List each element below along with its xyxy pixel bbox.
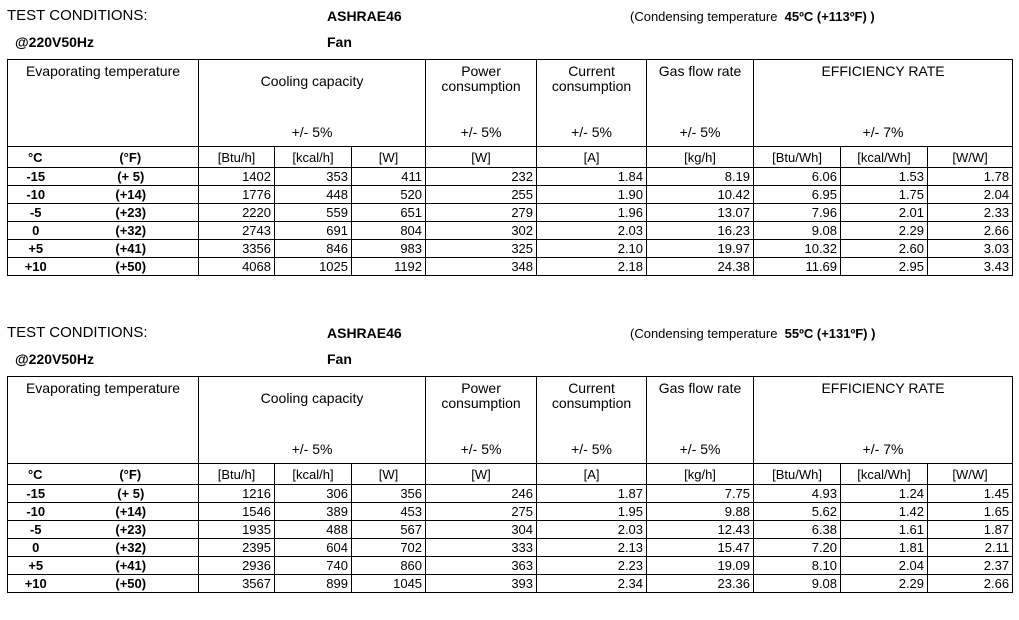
tolerance-current: +/- 5% xyxy=(537,441,647,464)
gas-kg-h-cell: 12.43 xyxy=(647,521,754,539)
cooling-btu-h-cell: 1402 xyxy=(199,168,275,186)
current-a-cell: 1.87 xyxy=(537,485,647,503)
condensing-value: 45ºC (+113ºF) ) xyxy=(784,9,875,24)
performance-table xyxy=(7,59,1013,276)
power-w-cell: 275 xyxy=(426,503,537,521)
gas-kg-h-cell: 7.75 xyxy=(647,485,754,503)
performance-block-55c xyxy=(7,322,1012,593)
eer-kcal-wh-cell: 1.81 xyxy=(841,539,928,557)
condensing-temperature xyxy=(630,326,875,341)
unit-ampere: [A] xyxy=(537,464,647,485)
gas-kg-h-cell: 16.23 xyxy=(647,222,754,240)
tolerance-efficiency: +/- 7% xyxy=(754,124,1013,147)
eer-w-w-cell: 1.45 xyxy=(928,485,1013,503)
power-w-cell: 279 xyxy=(426,204,537,222)
cooling-kcal-h-cell: 353 xyxy=(275,168,352,186)
test-standard: ASHRAE46 xyxy=(327,8,402,24)
temp-c-cell: -15 xyxy=(8,168,63,186)
eer-w-w-cell: 3.43 xyxy=(928,258,1013,276)
current-a-cell: 2.13 xyxy=(537,539,647,557)
performance-table xyxy=(7,376,1013,593)
eer-btu-wh-cell: 9.08 xyxy=(754,222,841,240)
table-row xyxy=(8,204,1013,222)
header-evaporating: Evaporating temperature xyxy=(8,377,199,442)
header-power: Power consumption xyxy=(426,377,537,442)
eer-kcal-wh-cell: 1.42 xyxy=(841,503,928,521)
tolerance-row xyxy=(8,441,1013,464)
test-standard: ASHRAE46 xyxy=(327,325,402,341)
power-w-cell: 255 xyxy=(426,186,537,204)
condensing-temperature xyxy=(630,9,875,24)
cooling-kcal-h-cell: 389 xyxy=(275,503,352,521)
tolerance-empty xyxy=(8,124,199,147)
eer-btu-wh-cell: 6.95 xyxy=(754,186,841,204)
unit-btu-h: [Btu/h] xyxy=(199,464,275,485)
unit-btu-wh: [Btu/Wh] xyxy=(754,464,841,485)
temp-f-cell: (+14) xyxy=(63,186,199,204)
cooling-w-cell: 1045 xyxy=(352,575,426,593)
power-w-cell: 333 xyxy=(426,539,537,557)
temp-c-cell: -5 xyxy=(8,204,63,222)
table-row xyxy=(8,186,1013,204)
unit-kcal-wh: [kcal/Wh] xyxy=(841,464,928,485)
cooling-w-cell: 520 xyxy=(352,186,426,204)
unit-celsius: °C xyxy=(8,464,63,485)
table-row xyxy=(8,503,1013,521)
cooling-w-cell: 411 xyxy=(352,168,426,186)
cooling-w-cell: 1192 xyxy=(352,258,426,276)
gas-kg-h-cell: 13.07 xyxy=(647,204,754,222)
eer-w-w-cell: 2.66 xyxy=(928,222,1013,240)
current-a-cell: 1.96 xyxy=(537,204,647,222)
gas-kg-h-cell: 9.88 xyxy=(647,503,754,521)
current-a-cell: 2.03 xyxy=(537,222,647,240)
eer-kcal-wh-cell: 2.01 xyxy=(841,204,928,222)
eer-btu-wh-cell: 7.96 xyxy=(754,204,841,222)
current-a-cell: 1.95 xyxy=(537,503,647,521)
unit-kg-h: [kg/h] xyxy=(647,147,754,168)
unit-watt: [W] xyxy=(352,464,426,485)
eer-btu-wh-cell: 11.69 xyxy=(754,258,841,276)
cooling-btu-h-cell: 2936 xyxy=(199,557,275,575)
eer-w-w-cell: 2.33 xyxy=(928,204,1013,222)
eer-kcal-wh-cell: 2.95 xyxy=(841,258,928,276)
unit-power-watt: [W] xyxy=(426,147,537,168)
table-row xyxy=(8,485,1013,503)
eer-w-w-cell: 2.04 xyxy=(928,186,1013,204)
cooling-kcal-h-cell: 306 xyxy=(275,485,352,503)
power-w-cell: 232 xyxy=(426,168,537,186)
test-conditions-label: TEST CONDITIONS: xyxy=(7,7,148,24)
tolerance-cooling: +/- 5% xyxy=(199,441,426,464)
unit-kg-h: [kg/h] xyxy=(647,464,754,485)
cooling-kcal-h-cell: 899 xyxy=(275,575,352,593)
current-a-cell: 2.03 xyxy=(537,521,647,539)
table-row xyxy=(8,258,1013,276)
cooling-kcal-h-cell: 1025 xyxy=(275,258,352,276)
gas-kg-h-cell: 19.09 xyxy=(647,557,754,575)
eer-btu-wh-cell: 4.93 xyxy=(754,485,841,503)
condensing-label: (Condensing temperature xyxy=(630,326,778,341)
temp-c-cell: +10 xyxy=(8,575,63,593)
gas-kg-h-cell: 23.36 xyxy=(647,575,754,593)
header-gas: Gas flow rate xyxy=(647,60,754,125)
cooling-kcal-h-cell: 559 xyxy=(275,204,352,222)
eer-w-w-cell: 1.87 xyxy=(928,521,1013,539)
cooling-w-cell: 567 xyxy=(352,521,426,539)
header-current: Current consumption xyxy=(537,377,647,442)
temp-f-cell: (+14) xyxy=(63,503,199,521)
gas-kg-h-cell: 8.19 xyxy=(647,168,754,186)
gas-kg-h-cell: 15.47 xyxy=(647,539,754,557)
condensing-label: (Condensing temperature xyxy=(630,9,778,24)
voltage-label: @220V50Hz xyxy=(15,351,95,367)
performance-block-45c xyxy=(7,5,1012,276)
unit-fahrenheit: (°F) xyxy=(63,464,199,485)
table-row xyxy=(8,168,1013,186)
cooling-w-cell: 356 xyxy=(352,485,426,503)
eer-kcal-wh-cell: 2.29 xyxy=(841,575,928,593)
cooling-btu-h-cell: 1935 xyxy=(199,521,275,539)
unit-ampere: [A] xyxy=(537,147,647,168)
table-row xyxy=(8,557,1013,575)
cooling-kcal-h-cell: 846 xyxy=(275,240,352,258)
unit-celsius: °C xyxy=(8,147,63,168)
unit-watt: [W] xyxy=(352,147,426,168)
eer-kcal-wh-cell: 1.61 xyxy=(841,521,928,539)
eer-kcal-wh-cell: 1.24 xyxy=(841,485,928,503)
header-power: Power consumption xyxy=(426,60,537,125)
temp-f-cell: (+32) xyxy=(63,222,199,240)
power-w-cell: 246 xyxy=(426,485,537,503)
table-row xyxy=(8,240,1013,258)
cooling-btu-h-cell: 4068 xyxy=(199,258,275,276)
unit-kcal-h: [kcal/h] xyxy=(275,147,352,168)
cooling-w-cell: 702 xyxy=(352,539,426,557)
cooling-kcal-h-cell: 740 xyxy=(275,557,352,575)
tolerance-power: +/- 5% xyxy=(426,124,537,147)
tolerance-row xyxy=(8,124,1013,147)
voltage-label: @220V50Hz xyxy=(15,34,95,50)
header-gas: Gas flow rate xyxy=(647,377,754,442)
cooling-kcal-h-cell: 691 xyxy=(275,222,352,240)
temp-c-cell: -15 xyxy=(8,485,63,503)
cooling-w-cell: 804 xyxy=(352,222,426,240)
cooling-btu-h-cell: 3567 xyxy=(199,575,275,593)
gas-kg-h-cell: 24.38 xyxy=(647,258,754,276)
unit-fahrenheit: (°F) xyxy=(63,147,199,168)
eer-w-w-cell: 1.65 xyxy=(928,503,1013,521)
eer-kcal-wh-cell: 2.29 xyxy=(841,222,928,240)
power-w-cell: 393 xyxy=(426,575,537,593)
data-rows xyxy=(8,168,1013,276)
eer-btu-wh-cell: 7.20 xyxy=(754,539,841,557)
temp-c-cell: +5 xyxy=(8,240,63,258)
power-w-cell: 348 xyxy=(426,258,537,276)
header-efficiency: EFFICIENCY RATE xyxy=(754,60,1013,125)
temp-c-cell: 0 xyxy=(8,222,63,240)
condensing-value: 55ºC (+131ºF) ) xyxy=(784,326,876,341)
header-evaporating: Evaporating temperature xyxy=(8,60,199,125)
eer-kcal-wh-cell: 2.04 xyxy=(841,557,928,575)
tolerance-current: +/- 5% xyxy=(537,124,647,147)
current-a-cell: 2.34 xyxy=(537,575,647,593)
eer-w-w-cell: 3.03 xyxy=(928,240,1013,258)
tolerance-gas: +/- 5% xyxy=(647,124,754,147)
temp-c-cell: +10 xyxy=(8,258,63,276)
cooling-mode: Fan xyxy=(327,34,352,50)
tolerance-gas: +/- 5% xyxy=(647,441,754,464)
temp-c-cell: +5 xyxy=(8,557,63,575)
power-w-cell: 304 xyxy=(426,521,537,539)
temp-f-cell: (+32) xyxy=(63,539,199,557)
temp-f-cell: (+50) xyxy=(63,258,199,276)
cooling-kcal-h-cell: 604 xyxy=(275,539,352,557)
cooling-kcal-h-cell: 488 xyxy=(275,521,352,539)
data-rows xyxy=(8,485,1013,593)
eer-w-w-cell: 2.37 xyxy=(928,557,1013,575)
header-cooling: Cooling capacity xyxy=(199,60,426,125)
eer-w-w-cell: 2.66 xyxy=(928,575,1013,593)
cooling-w-cell: 453 xyxy=(352,503,426,521)
power-w-cell: 302 xyxy=(426,222,537,240)
cooling-btu-h-cell: 2395 xyxy=(199,539,275,557)
temp-f-cell: (+50) xyxy=(63,575,199,593)
tolerance-cooling: +/- 5% xyxy=(199,124,426,147)
unit-kcal-wh: [kcal/Wh] xyxy=(841,147,928,168)
table-row xyxy=(8,539,1013,557)
unit-kcal-h: [kcal/h] xyxy=(275,464,352,485)
eer-btu-wh-cell: 10.32 xyxy=(754,240,841,258)
unit-w-w: [W/W] xyxy=(928,147,1013,168)
cooling-btu-h-cell: 3356 xyxy=(199,240,275,258)
unit-btu-h: [Btu/h] xyxy=(199,147,275,168)
temp-c-cell: 0 xyxy=(8,539,63,557)
eer-kcal-wh-cell: 1.53 xyxy=(841,168,928,186)
cooling-btu-h-cell: 1216 xyxy=(199,485,275,503)
eer-btu-wh-cell: 6.06 xyxy=(754,168,841,186)
eer-w-w-cell: 1.78 xyxy=(928,168,1013,186)
eer-kcal-wh-cell: 1.75 xyxy=(841,186,928,204)
gas-kg-h-cell: 19.97 xyxy=(647,240,754,258)
test-conditions-header xyxy=(7,5,1012,59)
header-cooling: Cooling capacity xyxy=(199,377,426,442)
eer-w-w-cell: 2.11 xyxy=(928,539,1013,557)
cooling-w-cell: 860 xyxy=(352,557,426,575)
cooling-btu-h-cell: 1546 xyxy=(199,503,275,521)
temp-f-cell: (+41) xyxy=(63,240,199,258)
cooling-btu-h-cell: 2743 xyxy=(199,222,275,240)
eer-kcal-wh-cell: 2.60 xyxy=(841,240,928,258)
power-w-cell: 325 xyxy=(426,240,537,258)
eer-btu-wh-cell: 5.62 xyxy=(754,503,841,521)
header-row xyxy=(8,377,1013,442)
header-efficiency: EFFICIENCY RATE xyxy=(754,377,1013,442)
cooling-mode: Fan xyxy=(327,351,352,367)
table-row xyxy=(8,521,1013,539)
tolerance-efficiency: +/- 7% xyxy=(754,441,1013,464)
cooling-w-cell: 983 xyxy=(352,240,426,258)
tolerance-power: +/- 5% xyxy=(426,441,537,464)
gas-kg-h-cell: 10.42 xyxy=(647,186,754,204)
unit-power-watt: [W] xyxy=(426,464,537,485)
units-row xyxy=(8,147,1013,168)
power-w-cell: 363 xyxy=(426,557,537,575)
temp-c-cell: -5 xyxy=(8,521,63,539)
header-current: Current consumption xyxy=(537,60,647,125)
cooling-kcal-h-cell: 448 xyxy=(275,186,352,204)
header-row xyxy=(8,60,1013,125)
temp-f-cell: (+23) xyxy=(63,204,199,222)
table-row xyxy=(8,575,1013,593)
eer-btu-wh-cell: 9.08 xyxy=(754,575,841,593)
test-conditions-header xyxy=(7,322,1012,376)
table-row xyxy=(8,222,1013,240)
current-a-cell: 2.18 xyxy=(537,258,647,276)
temp-f-cell: (+ 5) xyxy=(63,168,199,186)
cooling-btu-h-cell: 2220 xyxy=(199,204,275,222)
current-a-cell: 2.23 xyxy=(537,557,647,575)
units-row xyxy=(8,464,1013,485)
unit-btu-wh: [Btu/Wh] xyxy=(754,147,841,168)
current-a-cell: 1.84 xyxy=(537,168,647,186)
temp-c-cell: -10 xyxy=(8,186,63,204)
eer-btu-wh-cell: 8.10 xyxy=(754,557,841,575)
current-a-cell: 2.10 xyxy=(537,240,647,258)
unit-w-w: [W/W] xyxy=(928,464,1013,485)
temp-f-cell: (+23) xyxy=(63,521,199,539)
temp-f-cell: (+41) xyxy=(63,557,199,575)
eer-btu-wh-cell: 6.38 xyxy=(754,521,841,539)
temp-f-cell: (+ 5) xyxy=(63,485,199,503)
cooling-btu-h-cell: 1776 xyxy=(199,186,275,204)
temp-c-cell: -10 xyxy=(8,503,63,521)
current-a-cell: 1.90 xyxy=(537,186,647,204)
tolerance-empty xyxy=(8,441,199,464)
test-conditions-label: TEST CONDITIONS: xyxy=(7,324,148,341)
cooling-w-cell: 651 xyxy=(352,204,426,222)
